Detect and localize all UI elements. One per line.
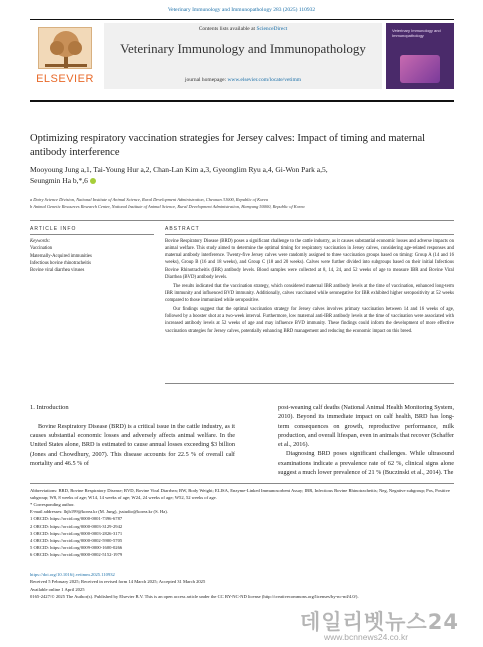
footnotes (30, 487, 454, 558)
corresponding-author-note: * Corresponding author. (30, 502, 75, 508)
orcid-note[interactable]: 3 ORCID: https://orcid.org/0000-0003-2826-3171 (30, 530, 123, 536)
abstract-paragraph-3: Our findings suggest that the optimal vaccination strategy for Jersey calves involves primary vaccination between 14 and 16 weeks of age, followed by a booster shot at a two-week interval. Furthermore, low maternal anti-IBR antibody levels at the time of vaccination were associated with increased antibody levels at 52 weeks of age and may influence BVD immunity. These findings could inform the development of more effective vaccination strategies for Jersey calves, potentially enhancing BRD management and reducing the economic impact on this breed. (165, 307, 454, 334)
homepage-line (104, 77, 382, 83)
elsevier-tree-icon (38, 27, 92, 69)
authors-text-1[interactable]: Mooyoung Jung a,1, Tai-Young Hur a,2, Chan-Lan Kim a,3, Gyeonglim Ryu a,4, Gi-Won Park a,5, (30, 165, 328, 174)
abstract-rule (165, 234, 454, 235)
keyword-item: Bovine viral diarrhea viruses (30, 268, 85, 274)
abstract-bottom-rule (165, 383, 454, 384)
info-rule (30, 234, 154, 235)
section-heading-introduction: 1. Introduction (30, 404, 69, 411)
intro-paragraph-1: Bovine Respiratory Disease (BRD) is a critical issue in the cattle industry, as it causes substantial economic losses and adversely affects animal welfare. In the United States alone, BRD is estimated to cause annual losses exceeding $3 billion (Jones and Chowdhury, 2007). This disease accounts for 22.5 % of overall calf mortality and 46.5 % of (30, 422, 235, 467)
elsevier-wordmark: ELSEVIER (36, 73, 94, 85)
orcid-note[interactable]: 4 ORCID: https://orcid.org/0000-0002-5900-5705 (30, 537, 123, 543)
received-dates: Received 5 February 2025; Received in revised form 14 March 2025; Accepted 31 March 2025 (30, 579, 206, 585)
orcid-note[interactable]: 2 ORCID: https://orcid.org/0000-0003-3129-2942 (30, 523, 123, 529)
journal-banner (104, 23, 382, 89)
orcid-note[interactable]: 6 ORCID: https://orcid.org/0000-0002-5152-1979 (30, 551, 123, 557)
orcid-note[interactable]: 5 ORCID: https://orcid.org/0009-0000-1600-0266 (30, 544, 123, 550)
author-list (30, 165, 430, 187)
available-online: Available online 1 April 2025 (30, 586, 85, 592)
cover-image (400, 55, 440, 83)
watermark-url: www.bcnnews24.co.kr (324, 632, 409, 642)
cover-title: Veterinary Immunology and Immunopathology (392, 28, 441, 38)
contents-prefix: Contents lists available at (198, 26, 257, 32)
orcid-note[interactable]: 1 ORCID: https://orcid.org/0000-0001-7396-6787 (30, 516, 123, 522)
keyword-item: Infectious bovine rhinotracheitis (30, 260, 91, 266)
article-title: Optimizing respiratory vaccination strategies for Jersey calves: Impact of timing and maternal antibody interference (30, 133, 426, 158)
publication-metadata (30, 571, 454, 600)
doi-link[interactable]: https://doi.org/10.1016/j.vetimm.2025.110932 (30, 572, 115, 577)
footnote-rule (30, 483, 454, 484)
masthead-bottom-rule (30, 100, 454, 102)
homepage-link[interactable]: www.elsevier.com/locate/vetimm (227, 77, 302, 83)
email-note[interactable]: E-mail addresses: lhjh199@korea.kr (M. Jung), jsstudio@korea.kr (S. Ha). (30, 509, 168, 515)
homepage-prefix: journal homepage: (184, 77, 228, 83)
intro-paragraph-continued: post-weaning calf deaths (National Animal Health Monitoring System, 2010). Beyond its immediate impact on calf health, BRD has long-term consequences on growth, reproductive performance, milk production, and overall lifespan, even in animals that recover (Schaffer et al., 2016). (278, 404, 454, 449)
article-info-heading: ARTICLE INFO (30, 226, 77, 232)
body-column-right (278, 403, 454, 477)
elsevier-logo[interactable] (30, 23, 100, 89)
copyright-notice: 0165-2427/© 2025 The Author(s). Published by Elsevier B.V. This is an open access article under the CC BY-NC-ND license (http://creativecommons.org/licenses/by-nc-nd/4.0/). (30, 594, 359, 600)
running-head[interactable]: Veterinary Immunology and Immunopathology 283 (2025) 110932 (167, 7, 316, 13)
masthead-rule (30, 19, 454, 20)
abstract-paragraph-1: Bovine Respiratory Disease (BRD) poses a significant challenge to the cattle industry, as it causes substantial economic losses and adverse impacts on animal welfare. This study aimed to determine the optimal timing for respiratory vaccination in Jersey calves, considering age-related responses and maternal antibody interference. Twenty-five Jersey calves were randomly assigned to three vaccination groups based on timing: Group A (14 and 16 weeks), Group B (16 and 18 weeks), and Group C (18 and 20 weeks). Calves were further divided into subgroups based on their initial Infectious Bovine Rhinotracheitis (IBR) antibody levels. Blood samples were collected at 8, 14, 24, and 52 weeks of age to measure IBR and Bovine Viral Diarrhea (BVD) antibody levels. (165, 239, 454, 280)
abbreviations-note: Abbreviations: BRD, Bovine Respiratory Disease; BVD, Bovine Viral Diarrhea; BW, Body Weight; ELISA, Enzyme-Linked Immunosorbent Assay; IBR, Infectious Bovine Rhinotracheitis; Neg, Negative subgroup; Pos, Positive subgroup; W8, 8 weeks of age; W14, 14 weeks of age; W24, 24 weeks of age; W52, 52 weeks of age. (30, 488, 450, 501)
contents-line (104, 26, 382, 32)
abstract-body (165, 238, 454, 337)
abstract-heading: ABSTRACT (165, 226, 200, 232)
authors-line-2 (30, 176, 430, 187)
affiliation-b: b Animal Genetic Resources Research Center, National Institute of Animal Science, Rural Development Administration, Hamyang 50000, Republic of Korea (30, 204, 305, 210)
intro-paragraph-2: Diagnosing BRD poses significant challenges. While ultrasound examinations indicate a prevalence rate of 62 %, clinical signs alone suggest a much lower prevalence of 21 % (Buczinski et al., 2014). The (278, 450, 454, 477)
news-watermark (280, 604, 480, 644)
abstract-paragraph-2: The results indicated that the vaccination strategy, which considered maternal IBR antibody levels at the time of vaccination, enhanced long-term IBR immunity and influenced BVD immunity. Additionally, calves vaccinated while seronegative for IBR exhibited higher seropositivity at 52 weeks compared to those immunized while seropositive. (165, 283, 454, 303)
keyword-item: Maternally-Acquired immunities (30, 253, 92, 259)
keyword-item: Vaccination (30, 246, 53, 252)
orcid-icon[interactable] (90, 178, 96, 184)
keywords-block (30, 238, 154, 274)
keywords-heading: Keywords: (30, 239, 51, 244)
journal-title: Veterinary Immunology and Immunopathology (120, 41, 366, 56)
affiliation-a: a Dairy Science Division, National Institute of Animal Science, Rural Development Administration, Cheonan 31000, Republic of Korea (30, 197, 268, 202)
section-rule (30, 220, 454, 221)
journal-cover-thumbnail[interactable] (386, 23, 454, 89)
authors-line-1 (30, 165, 430, 176)
sciencedirect-link[interactable]: ScienceDirect (256, 26, 288, 32)
authors-text-2[interactable]: Seungmin Ha b,*,6 (30, 175, 88, 185)
body-column-left (30, 403, 235, 468)
affiliations (30, 196, 454, 211)
journal-masthead (30, 19, 454, 95)
watermark-title: 데일리벳뉴스24 (300, 610, 459, 634)
